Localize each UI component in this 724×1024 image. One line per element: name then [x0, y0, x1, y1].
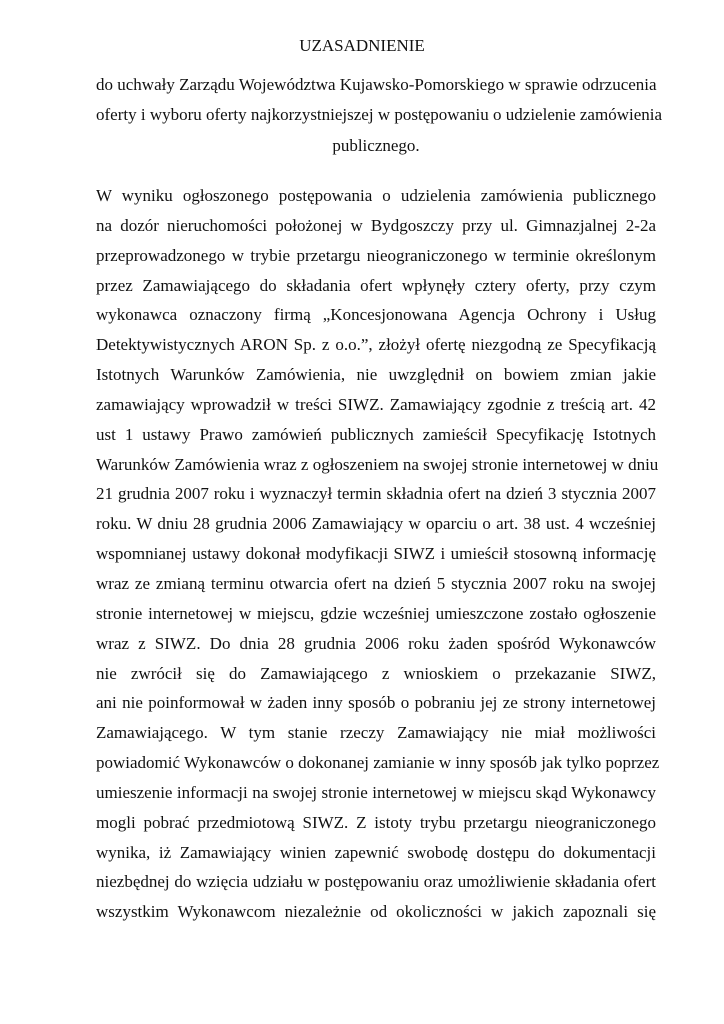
- body-line: niezbędnej do wzięcia udziału w postępowaniu oraz umożliwienie składania ofert: [96, 872, 656, 892]
- body-line: ust 1 ustawy Prawo zamówień publicznych zamieścił Specyfikację Istotnych: [96, 424, 656, 444]
- body-line: mogli pobrać przedmiotową SIWZ. Z istoty trybu przetargu nieograniczonego: [96, 812, 656, 832]
- body-line: przez Zamawiającego do składania ofert wpłynęły cztery oferty, przy czym: [96, 275, 656, 295]
- body-line: Warunków Zamówienia wraz z ogłoszeniem na swojej stronie internetowej w dniu: [96, 454, 659, 474]
- subtitle-line: publicznego.: [332, 135, 420, 155]
- body-line: wszystkim Wykonawcom niezależnie od okoliczności w jakich zapoznali się: [96, 902, 656, 922]
- document-subtitle: [96, 70, 663, 161]
- body-line: powiadomić Wykonawców o dokonanej zamianie w inny sposób jak tylko poprzez: [96, 753, 660, 773]
- body-line: wraz ze zmianą terminu otwarcia ofert na dzień 5 stycznia 2007 roku na swojej: [96, 573, 656, 593]
- subtitle-line: oferty i wyboru oferty najkorzystniejszej w postępowaniu o udzielenie zamówienia: [96, 105, 663, 125]
- body-line: stronie internetowej w miejscu, gdzie wcześniej umieszczone zostało ogłoszenie: [96, 603, 656, 623]
- body-line: Zamawiającego. W tym stanie rzeczy Zamawiający nie miał możliwości: [96, 723, 656, 743]
- document-title: UZASADNIENIE: [299, 36, 425, 55]
- body-line: Detektywistycznych ARON Sp. z o.o.”, złożył ofertę niezgodną ze Specyfikacją: [96, 335, 656, 355]
- body-line: ani nie poinformował w żaden inny sposób o pobraniu jej ze strony internetowej: [96, 693, 656, 713]
- body-line: zamawiający wprowadził w treści SIWZ. Zamawiający zgodnie z treścią art. 42: [96, 394, 656, 414]
- body-line: na dozór nieruchomości położonej w Bydgoszczy przy ul. Gimnazjalnej 2-2a: [96, 215, 656, 235]
- body-line: przeprowadzonego w trybie przetargu nieograniczonego w terminie określonym: [96, 245, 656, 265]
- body-line: W wyniku ogłoszonego postępowania o udzielenia zamówienia publicznego: [96, 186, 656, 205]
- body-line: roku. W dniu 28 grudnia 2006 Zamawiający w oparciu o art. 38 ust. 4 wcześniej: [96, 514, 656, 534]
- body-line: umieszenie informacji na swojej stronie internetowej w miejscu skąd Wykonawcy: [96, 782, 656, 802]
- body-line: Istotnych Warunków Zamówienia, nie uwzględnił on bowiem zmian jakie: [96, 365, 656, 385]
- body-line: nie zwrócił się do Zamawiającego z wnioskiem o przekazanie SIWZ,: [96, 663, 656, 683]
- body-line: 21 grudnia 2007 roku i wyznaczył termin składnia ofert na dzień 3 stycznia 2007: [96, 484, 656, 504]
- body-line: wykonawca oznaczony firmą „Koncesjonowana Agencja Ochrony i Usług: [96, 305, 656, 325]
- body-paragraph: [96, 181, 660, 927]
- body-line: wynika, iż Zamawiający winien zapewnić swobodę dostępu do dokumentacji: [96, 842, 656, 862]
- subtitle-line: do uchwały Zarządu Województwa Kujawsko-Pomorskiego w sprawie odrzucenia: [96, 75, 657, 94]
- body-line: wraz z SIWZ. Do dnia 28 grudnia 2006 roku żaden spośród Wykonawców: [96, 633, 656, 653]
- body-line: wspomnianej ustawy dokonał modyfikacji SIWZ i umieścił stosowną informację: [96, 544, 656, 564]
